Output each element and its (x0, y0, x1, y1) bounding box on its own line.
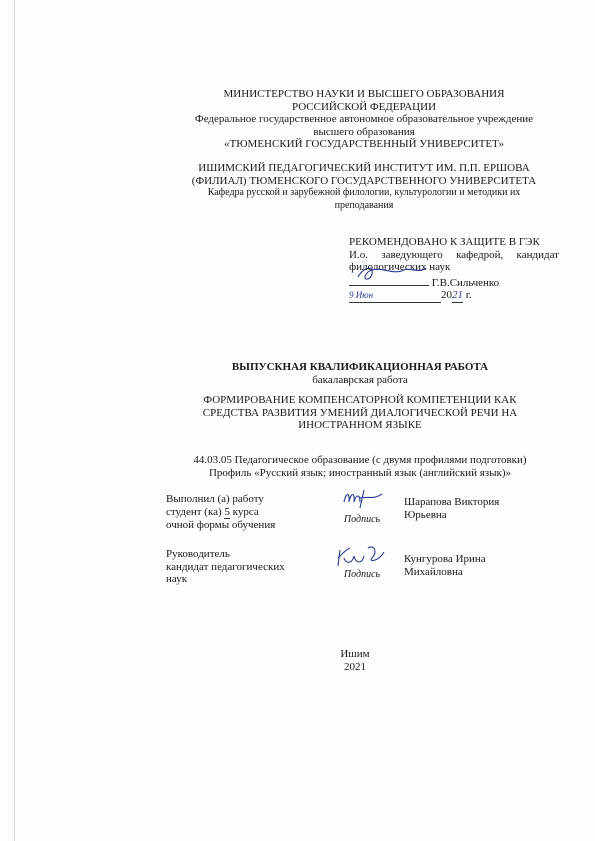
scan-edge-left (14, 0, 15, 841)
program-line-1: 44.03.05 Педагогическое образование (с двумя профилями подготовки) (193, 454, 527, 466)
work-title-line-2: СРЕДСТВА РАЗВИТИЯ УМЕНИЙ ДИАЛОГИЧЕСКОЙ РЕЧИ НА (202, 406, 518, 419)
university-header (140, 88, 588, 151)
institute-line-1: ИШИМСКИЙ ПЕДАГОГИЧЕСКИЙ ИНСТИТУТ ИМ. П.П. ЕРШОВА (198, 162, 530, 174)
institute-line-2: (ФИЛИАЛ) ТЮМЕНСКОГО ГОСУДАРСТВЕННОГО УНИВЕРСИТЕТА (191, 174, 537, 187)
department-line-1: Кафедра русской и зарубежной филологии, культурологии и методики их (207, 187, 521, 198)
supervisor-name-line-2: Михайловна (404, 565, 463, 578)
approval-year-suffix: г. (465, 289, 472, 301)
ministry-line-1: МИНИСТЕРСТВО НАУКИ И ВЫСШЕГО ОБРАЗОВАНИЯ (223, 88, 505, 100)
work-title-block (140, 361, 580, 432)
student-label-line-3: очной формы обучения (166, 519, 276, 531)
supervisor-name-block (404, 553, 554, 578)
approval-date-line (349, 289, 559, 303)
supervisor-sign-caption: Подпись (343, 569, 381, 580)
supervisor-label-line-2: кандидат педагогических (166, 560, 285, 573)
approval-year-prefix: 20 (441, 289, 452, 301)
student-signature (340, 486, 390, 512)
approval-role-line-2: филологических наук (349, 261, 451, 273)
footer-year: 2021 (344, 660, 366, 673)
student-name-block (404, 496, 554, 521)
program-line-2: Профиль «Русский язык; иностранный язык (английский язык)» (208, 466, 512, 479)
approval-role-line-1: И.о. заведующего кафедрой, кандидат (349, 248, 559, 261)
department-line-2: преподавания (334, 199, 394, 211)
approval-date-handwritten: 9 Июн (349, 289, 441, 303)
footer-city: Ишим (340, 648, 370, 660)
footer-block (300, 648, 410, 673)
student-name-line-1: Шарапова Виктория (404, 496, 500, 508)
work-subtype: бакалаврская работа (312, 373, 408, 386)
supervisor-name-line-1: Кунгурова Ирина (404, 553, 486, 565)
supervisor-label-line-3: наук (166, 573, 188, 585)
supervisor-label-block (166, 548, 306, 586)
student-label-line-1: Выполнил (а) работу (166, 493, 264, 505)
student-sign-caption: Подпись (343, 514, 381, 525)
student-course: 5 (224, 505, 230, 518)
student-label-block (166, 493, 306, 532)
organization-line-3: «ТЮМЕНСКИЙ ГОСУДАРСТВЕННЫЙ УНИВЕРСИТЕТ» (224, 138, 504, 150)
organization-line-2: высшего образования (313, 125, 415, 138)
ministry-line-2: РОССИЙСКОЙ ФЕДЕРАЦИИ (291, 100, 437, 113)
student-label-line-2: студент (ка) 5 курса (166, 505, 259, 518)
supervisor-signature (334, 542, 390, 570)
work-title-line-3: ИНОСТРАННОМ ЯЗЫКЕ (298, 419, 422, 431)
approval-heading: РЕКОМЕНДОВАНО К ЗАЩИТЕ В ГЭК (349, 236, 540, 248)
work-type: ВЫПУСКНАЯ КВАЛИФИКАЦИОННАЯ РАБОТА (231, 361, 489, 373)
program-block (140, 454, 580, 479)
work-title-line-1: ФОРМИРОВАНИЕ КОМПЕНСАТОРНОЙ КОМПЕТЕНЦИИ КАК (203, 394, 517, 406)
institute-header (140, 162, 588, 212)
student-name-line-2: Юрьевна (404, 508, 447, 521)
approval-signature-scribble (352, 262, 432, 284)
organization-line-1: Федеральное государственное автономное образовательное учреждение (195, 113, 533, 125)
approval-year-handwritten: 21 (452, 289, 463, 301)
approval-name: Г.В.Сильченко (431, 276, 500, 289)
supervisor-label-line-1: Руководитель (166, 548, 230, 560)
